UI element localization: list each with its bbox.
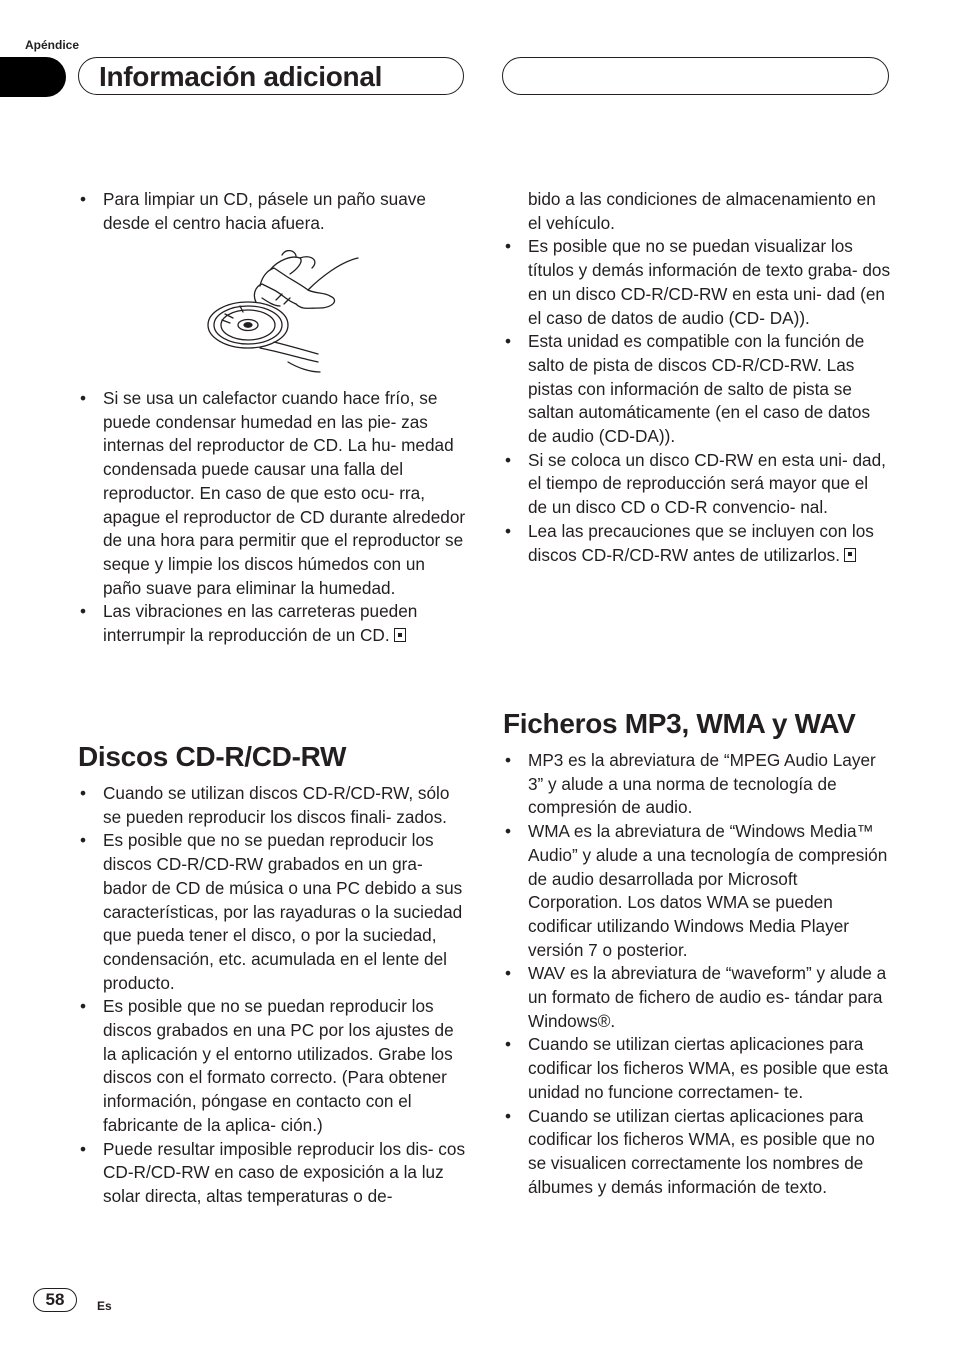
- list-item-continued: bido a las condiciones de almacenamiento en el vehículo.: [528, 189, 876, 233]
- section-label: Apéndice: [25, 38, 80, 52]
- list-item: • Cuando se utilizan ciertas aplicaciones para codificar los ficheros WMA, es posible que esta unidad no funcione correctamen- te.: [503, 1033, 891, 1104]
- page-title: Información adicional: [99, 61, 383, 92]
- list-item: [503, 520, 891, 567]
- right-section: [503, 707, 891, 1199]
- list-item-text: Las vibraciones en las carreteras pueden interrumpir la reproducción de un CD.: [103, 601, 418, 646]
- end-of-section-icon: [844, 548, 856, 562]
- list-item: • Si se coloca un disco CD-RW en esta uni- dad, el tiempo de reproducción será mayor que el de un disco CD o CD-R convencio- nal.: [503, 449, 891, 520]
- right-column-notes: [503, 188, 891, 567]
- section-title-discos: Discos CD-R/CD-RW: [78, 741, 347, 772]
- list-item: • Cuando se utilizan discos CD-R/CD-RW, sólo se pueden reproducir los discos finali- zados.: [78, 782, 466, 829]
- header-empty-box: [502, 57, 889, 95]
- section-title-ficheros: Ficheros MP3, WMA y WAV: [503, 708, 856, 739]
- list-item: • WAV es la abreviatura de “waveform” y alude a un formato de fichero de audio es- tándar para Windows®.: [503, 962, 891, 1033]
- list-item: • Es posible que no se puedan reproducir los discos CD-R/CD-RW grabados en un gra- bador de CD de música o una PC debido a sus características, por las rayaduras o la suciedad que pueda tener el disco, o por la suciedad, condensación, etc. acumulada en el lente del producto.: [78, 829, 466, 995]
- hand-wiping-cd-icon: [200, 250, 360, 375]
- header-title-box: [78, 57, 464, 95]
- language-code: Es: [97, 1299, 112, 1313]
- page-number: 58: [33, 1288, 77, 1312]
- left-column-intro: [78, 188, 466, 235]
- list-item: [78, 600, 466, 647]
- list-item: • Es posible que no se puedan visualizar los títulos y demás información de texto graba- dos en un disco CD-R/CD-RW en esta uni- dad (en el caso de datos de audio (CD- DA)).: [503, 235, 891, 330]
- list-item: • MP3 es la abreviatura de “MPEG Audio Layer 3” y alude a una norma de tecnología de compresión de audio.: [503, 749, 891, 820]
- list-item: • Para limpiar un CD, pásele un paño suave desde el centro hacia afuera.: [78, 188, 466, 235]
- list-item-text: Lea las precauciones que se incluyen con los discos CD-R/CD-RW antes de utilizarlos.: [528, 520, 874, 565]
- list-item: • Es posible que no se puedan reproducir los discos grabados en una PC por los ajustes de la aplicación y el entorno utilizados. Grabe los discos con el formato correcto. (Para obtener información, póngase en contacto con el fabricante de la aplica- ción.): [78, 995, 466, 1137]
- list-item: • WMA es la abreviatura de “Windows Media™ Audio” y alude a una tecnología de compresión de audio desarrollada por Microsoft Corporation. Los datos WMA se pueden codificar utilizando Windows Media Player versión 7 o posterior.: [503, 820, 891, 962]
- list-item: • Esta unidad es compatible con la función de salto de pista de discos CD-R/CD-RW. Las pistas con información de salto de pista se saltan automáticamente (en el caso de datos de audio (CD-DA)).: [503, 330, 891, 449]
- section-tab: [0, 57, 66, 97]
- list-item: • Cuando se utilizan ciertas aplicaciones para codificar los ficheros WMA, es posible que no se visualicen correctamente los nombres de álbumes y demás información de texto.: [503, 1105, 891, 1200]
- left-section: [78, 740, 466, 1209]
- list-item: • Puede resultar imposible reproducir los dis- cos CD-R/CD-RW en caso de exposición a la luz solar directa, altas temperaturas o de-: [78, 1138, 466, 1209]
- left-column-notes: [78, 387, 466, 648]
- list-item: • Si se usa un calefactor cuando hace frío, se puede condensar humedad en las pie- zas internas del reproductor de CD. La hu- medad condensada puede causar una falla del reproductor. En caso de que esto ocu- rra, apague el reproductor de CD durante alrededor de una hora para permitir que el reproductor se seque y limpie los discos húmedos con un paño suave para eliminar la humedad.: [78, 387, 466, 600]
- end-of-section-icon: [394, 628, 406, 642]
